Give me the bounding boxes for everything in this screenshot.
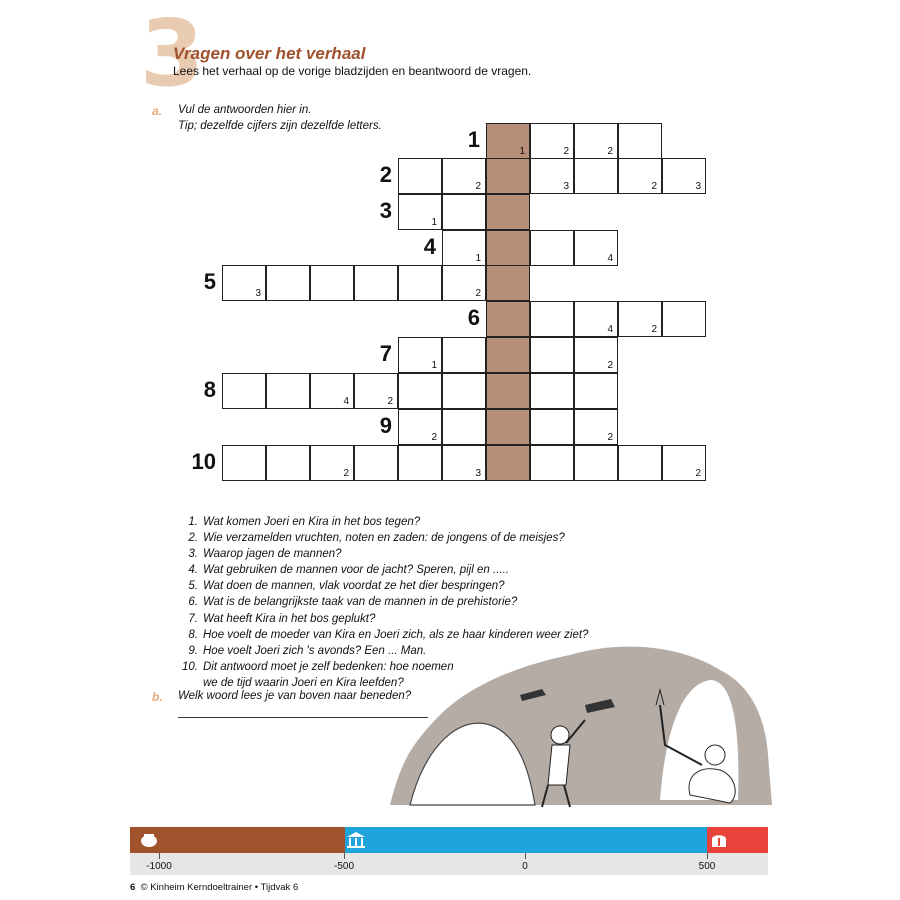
question-number: 5. bbox=[188, 580, 198, 593]
row-number: 3 bbox=[379, 198, 392, 223]
answer-cell[interactable] bbox=[574, 158, 618, 194]
highlighted-answer-cell[interactable] bbox=[486, 409, 530, 445]
exercise-subtitle: Lees het verhaal op de vorige bladzijden en beantwoord de vragen. bbox=[173, 64, 532, 78]
question-text: Wat is de belangrijkste taak van de mannen in de prehistorie? bbox=[203, 596, 518, 609]
question-text: Wat heeft Kira in het bos geplukt? bbox=[203, 612, 376, 625]
question-text: Hoe voelt Joeri zich 's avonds? Een ... Man. bbox=[203, 644, 427, 657]
row-number: 9 bbox=[379, 413, 392, 438]
answer-cell[interactable] bbox=[618, 445, 662, 481]
answer-cell[interactable] bbox=[662, 158, 706, 194]
answer-cell[interactable] bbox=[222, 265, 266, 301]
question-item bbox=[178, 562, 588, 578]
tick-label: 500 bbox=[698, 861, 716, 872]
letter-code: 2 bbox=[607, 146, 613, 157]
question-number: 9. bbox=[188, 644, 198, 657]
question-text: Wat doen de mannen, vlak voordat ze het dier bespringen? bbox=[203, 580, 505, 593]
answer-cell[interactable] bbox=[266, 373, 310, 409]
question-number: 4. bbox=[188, 564, 198, 577]
letter-code: 2 bbox=[563, 146, 569, 157]
timeline-antiquity-bar bbox=[345, 827, 707, 853]
letter-code: 2 bbox=[651, 181, 657, 192]
answer-cell[interactable] bbox=[574, 230, 618, 266]
question-number: 2. bbox=[188, 532, 198, 545]
answer-cell[interactable] bbox=[398, 445, 442, 481]
question-number: 3. bbox=[188, 548, 198, 561]
row-number: 4 bbox=[423, 234, 436, 259]
answer-cell[interactable] bbox=[530, 158, 574, 194]
letter-code: 3 bbox=[255, 288, 261, 299]
answer-cell[interactable] bbox=[530, 373, 574, 409]
footer-text: © Kinheim Kerndoeltrainer • Tijdvak 6 bbox=[140, 882, 299, 893]
question-text: Dit antwoord moet je zelf bedenken: hoe noemen bbox=[203, 660, 454, 673]
tick-label: -500 bbox=[333, 861, 355, 872]
letter-code: 3 bbox=[695, 181, 701, 192]
question-text: Wat komen Joeri en Kira in het bos tegen? bbox=[203, 516, 421, 528]
question-item bbox=[178, 530, 588, 546]
answer-cell[interactable] bbox=[266, 265, 310, 301]
question-number: 8. bbox=[188, 628, 198, 641]
answer-cell[interactable] bbox=[618, 123, 662, 159]
answer-cell[interactable] bbox=[310, 445, 354, 481]
question-number: 7. bbox=[188, 612, 198, 625]
answer-cell[interactable] bbox=[530, 230, 574, 266]
highlighted-answer-cell[interactable] bbox=[486, 445, 530, 481]
letter-code: 1 bbox=[519, 146, 525, 157]
answer-cell[interactable] bbox=[574, 337, 618, 373]
answer-cell[interactable] bbox=[574, 409, 618, 445]
letter-code: 2 bbox=[387, 396, 393, 407]
question-number: 6. bbox=[188, 596, 198, 609]
answer-cell[interactable] bbox=[442, 337, 486, 373]
answer-cell[interactable] bbox=[398, 373, 442, 409]
cave-illustration bbox=[380, 625, 780, 815]
answer-cell[interactable] bbox=[442, 445, 486, 481]
tick-label: -1000 bbox=[146, 861, 172, 872]
footer bbox=[130, 882, 298, 893]
helmet-icon bbox=[709, 831, 729, 849]
letter-code: 3 bbox=[475, 468, 481, 479]
question-number: 1. bbox=[188, 516, 198, 528]
answer-cell[interactable] bbox=[442, 158, 486, 194]
answer-cell[interactable] bbox=[222, 373, 266, 409]
temple-icon bbox=[346, 831, 366, 849]
question-text: Wie verzamelden vruchten, noten en zaden: de jongens of de meisjes? bbox=[203, 532, 565, 545]
part-a-instruction: Vul de antwoorden hier in. bbox=[178, 104, 312, 116]
answer-cell[interactable] bbox=[618, 158, 662, 194]
question-number: 10. bbox=[182, 660, 198, 673]
page-number: 6 bbox=[130, 882, 136, 893]
tick-label: 0 bbox=[522, 861, 528, 872]
highlighted-answer-cell[interactable] bbox=[486, 194, 530, 230]
answer-cell[interactable] bbox=[530, 409, 574, 445]
pot-icon bbox=[139, 831, 159, 849]
highlighted-answer-cell[interactable] bbox=[486, 337, 530, 373]
answer-cell[interactable] bbox=[618, 301, 662, 337]
question-item bbox=[178, 546, 588, 562]
letter-code: 1 bbox=[475, 253, 481, 264]
answer-cell[interactable] bbox=[530, 337, 574, 373]
answer-cell[interactable] bbox=[354, 373, 398, 409]
answer-cell[interactable] bbox=[222, 445, 266, 481]
part-a-label: a. bbox=[152, 104, 163, 118]
row-number: 6 bbox=[467, 305, 480, 330]
question-item bbox=[178, 514, 588, 530]
answer-cell[interactable] bbox=[574, 123, 618, 159]
answer-cell[interactable] bbox=[574, 373, 618, 409]
answer-cell[interactable] bbox=[310, 265, 354, 301]
answer-cell[interactable] bbox=[530, 301, 574, 337]
letter-code: 2 bbox=[475, 181, 481, 192]
letter-code: 4 bbox=[343, 396, 349, 407]
row-number: 10 bbox=[191, 449, 216, 474]
timeline-scale bbox=[130, 853, 768, 875]
letter-code: 2 bbox=[343, 468, 349, 479]
highlighted-answer-cell[interactable] bbox=[486, 230, 530, 266]
answer-cell[interactable] bbox=[442, 409, 486, 445]
answer-cell[interactable] bbox=[398, 337, 442, 373]
highlighted-answer-cell[interactable] bbox=[486, 123, 530, 159]
letter-code: 1 bbox=[431, 360, 437, 371]
answer-cell[interactable] bbox=[398, 194, 442, 230]
highlighted-answer-cell[interactable] bbox=[486, 158, 530, 194]
row-number: 5 bbox=[203, 269, 216, 294]
exercise-title: Vragen over het verhaal bbox=[173, 44, 366, 63]
letter-code: 2 bbox=[695, 468, 701, 479]
answer-cell[interactable] bbox=[442, 194, 486, 230]
exercise-number: 3 bbox=[140, 0, 205, 107]
letter-code: 1 bbox=[431, 217, 437, 228]
question-text: Hoe voelt de moeder van Kira en Joeri zich, als ze haar kinderen weer ziet? bbox=[203, 628, 589, 641]
answer-cell[interactable] bbox=[354, 265, 398, 301]
timeline-prehistory-bar bbox=[130, 827, 345, 853]
answer-cell[interactable] bbox=[530, 123, 574, 159]
answer-cell[interactable] bbox=[574, 301, 618, 337]
answer-cell[interactable] bbox=[310, 373, 354, 409]
question-text: Waarop jagen de mannen? bbox=[203, 548, 342, 561]
answer-cell[interactable] bbox=[442, 230, 486, 266]
question-item bbox=[178, 578, 588, 594]
question-text: we de tijd waarin Joeri en Kira leefden? bbox=[203, 676, 404, 689]
letter-code: 3 bbox=[563, 181, 569, 192]
letter-code: 2 bbox=[431, 432, 437, 443]
question-item bbox=[178, 594, 588, 610]
row-number: 7 bbox=[379, 341, 392, 366]
answer-cell[interactable] bbox=[662, 301, 706, 337]
row-number: 2 bbox=[379, 162, 392, 187]
letter-code: 2 bbox=[607, 360, 613, 371]
letter-code: 2 bbox=[607, 432, 613, 443]
answer-cell[interactable] bbox=[398, 265, 442, 301]
question-text: Wat gebruiken de mannen voor de jacht? Speren, pijl en ..... bbox=[203, 564, 510, 577]
answer-cell[interactable] bbox=[530, 445, 574, 481]
answer-cell[interactable] bbox=[662, 445, 706, 481]
answer-cell[interactable] bbox=[398, 409, 442, 445]
row-number: 8 bbox=[203, 377, 216, 402]
answer-cell[interactable] bbox=[354, 445, 398, 481]
letter-code: 2 bbox=[475, 288, 481, 299]
row-number: 1 bbox=[467, 127, 480, 152]
answer-cell[interactable] bbox=[442, 373, 486, 409]
highlighted-answer-cell[interactable] bbox=[486, 265, 530, 301]
answer-cell[interactable] bbox=[574, 445, 618, 481]
part-b-label: b. bbox=[152, 690, 163, 704]
answer-cell[interactable] bbox=[266, 445, 310, 481]
answer-cell[interactable] bbox=[442, 265, 486, 301]
letter-code: 4 bbox=[607, 253, 613, 264]
letter-code: 4 bbox=[607, 324, 613, 335]
highlighted-answer-cell[interactable] bbox=[486, 301, 530, 337]
part-b-question: Welk woord lees je van boven naar beneden? bbox=[178, 690, 412, 702]
part-a-tip: Tip; dezelfde cijfers zijn dezelfde letters. bbox=[178, 120, 382, 132]
highlighted-answer-cell[interactable] bbox=[486, 373, 530, 409]
answer-cell[interactable] bbox=[398, 158, 442, 194]
letter-code: 2 bbox=[651, 324, 657, 335]
